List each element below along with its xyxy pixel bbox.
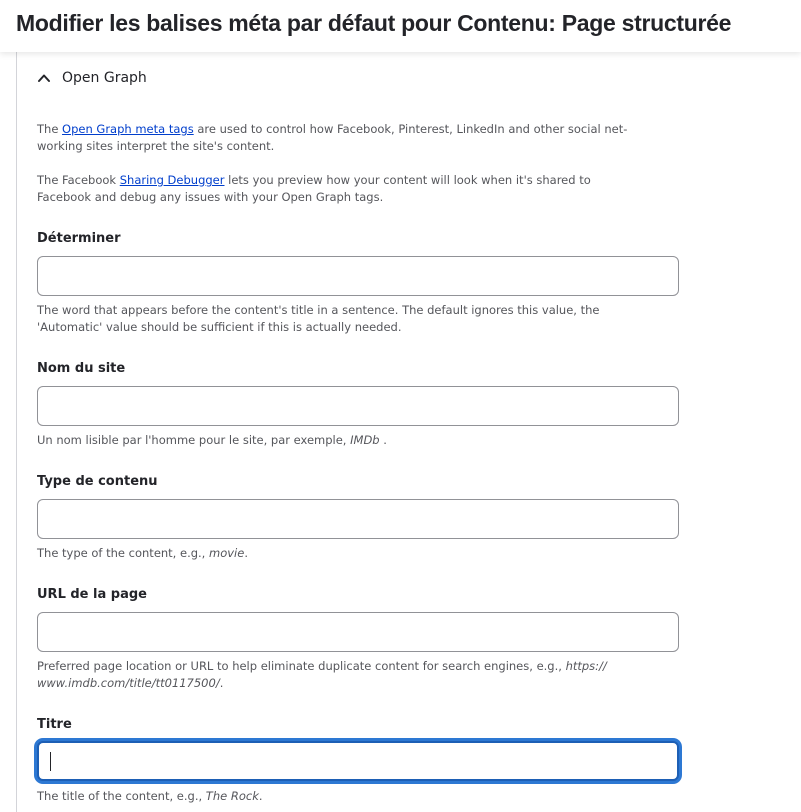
sharing-debugger-link[interactable]: Sharing Debugger: [119, 173, 225, 187]
page-url-label: URL de la page: [37, 587, 147, 602]
determiner-label: Déterminer: [37, 231, 121, 246]
determiner-help-line2: 'Automatic' value should be sufficient if this is actually needed.: [37, 320, 402, 334]
content-type-input[interactable]: [37, 499, 679, 539]
site-name-label: Nom du site: [37, 361, 126, 376]
site-name-help-end: .: [379, 433, 387, 447]
title-help-end: .: [258, 789, 263, 803]
content-type-help: [37, 545, 677, 562]
page-title: Modifier les balises méta par défaut pour Contenu: Page structurée: [16, 10, 732, 36]
chevron-up-icon: [37, 71, 51, 85]
content-type-help-example: movie: [209, 546, 245, 560]
intro-p2-text-cont: lets you preview how your content will look when it's shared to: [224, 173, 591, 187]
intro-p1-text-cont: are used to control how Facebook, Pinterest, LinkedIn and other social net-: [193, 122, 628, 136]
determiner-help: [37, 302, 677, 336]
site-name-help-text: Un nom lisible par l'homme pour le site, par exemple,: [37, 433, 351, 447]
content-type-help-end: .: [244, 546, 248, 560]
open-graph-panel: [16, 52, 801, 812]
open-graph-summary[interactable]: [37, 68, 147, 88]
intro-p2-line2: Facebook and debug any issues with your Open Graph tags.: [37, 190, 384, 204]
title-label: Titre: [37, 717, 72, 732]
intro-paragraph-1: [37, 121, 657, 155]
intro-p1-line2: working sites interpret the site's content.: [37, 139, 275, 153]
intro-paragraph-2: [37, 172, 657, 206]
title-help: [37, 788, 677, 805]
site-name-help-example: IMDb: [350, 433, 380, 447]
page-url-help-example-1: https://: [565, 659, 607, 673]
title-help-text: The title of the content, e.g.,: [37, 789, 206, 803]
page-header: [0, 0, 801, 52]
title-input[interactable]: [37, 741, 679, 781]
content-type-label: Type de contenu: [37, 474, 158, 489]
intro-p2-text: The Facebook: [37, 173, 120, 187]
determiner-help-line1: The word that appears before the content's title in a sentence. The default ignores this value, the: [37, 303, 600, 317]
title-help-example: The Rock: [205, 789, 259, 803]
open-graph-meta-tags-link[interactable]: Open Graph meta tags: [62, 122, 194, 136]
page-url-help-text: Preferred page location or URL to help eliminate duplicate content for search engines, e.g.,: [37, 659, 566, 673]
page-url-help-end: .: [219, 676, 224, 690]
intro-p1-text: The: [37, 122, 63, 136]
page-url-help-example-2: www.imdb.com/title/tt0117500/: [37, 676, 220, 690]
open-graph-label: Open Graph: [62, 70, 147, 86]
content-type-help-text: The type of the content, e.g.,: [37, 546, 209, 560]
page-url-input[interactable]: [37, 612, 679, 652]
text-caret: [50, 752, 51, 771]
page-url-help: [37, 658, 677, 692]
site-name-input[interactable]: [37, 386, 679, 426]
site-name-help: [37, 432, 677, 449]
determiner-input[interactable]: [37, 256, 679, 296]
